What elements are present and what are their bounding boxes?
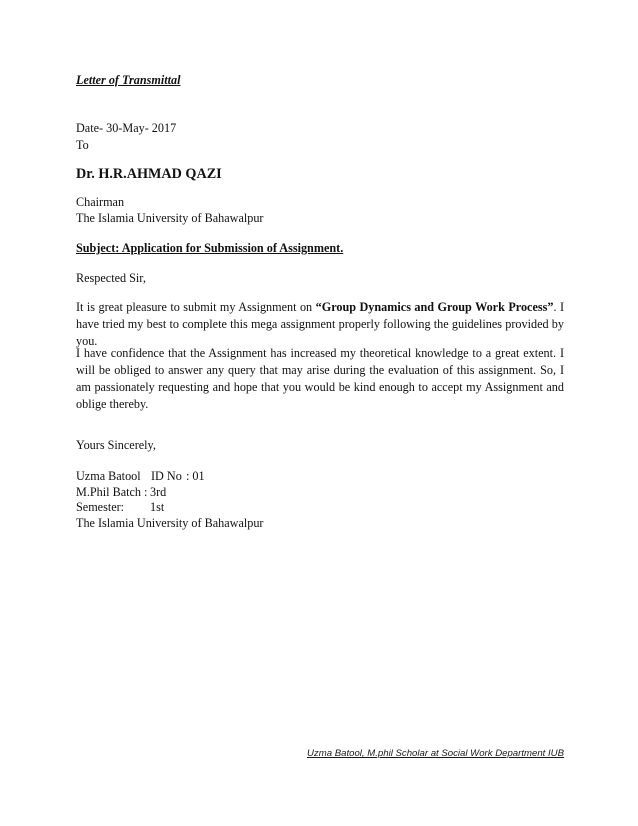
letter-subject: Subject: Application for Submission of Assignment. (76, 241, 344, 255)
letter-salutation: Respected Sir, (76, 271, 146, 285)
letter-title: Letter of Transmittal (76, 73, 181, 87)
signature-university: The Islamia University of Bahawalpur (76, 516, 264, 530)
recipient-designation: Chairman (76, 195, 125, 209)
body-paragraph-1 (76, 299, 564, 350)
letter-date: Date- 30-May- 2017 (76, 121, 177, 135)
signature-batch-value: 3rd (150, 485, 167, 499)
signature-batch-label: M.Phil Batch : (76, 485, 148, 499)
signature-id-label: ID No (151, 469, 182, 483)
assignment-title: “Group Dynamics and Group Work Process” (315, 300, 554, 314)
body-paragraph-2: I have confidence that the Assignment has increased my theoretical knowledge to a great extent. I will be obliged to answer any query that may arise during the evaluation of this assignment. So, I am passionately requesting and hope that you would be kind enough to accept my Assignment and oblige thereby. (76, 346, 564, 411)
signature-name: Uzma Batool (76, 469, 141, 483)
recipient-institution: The Islamia University of Bahawalpur (76, 211, 264, 225)
letter-to: To (76, 138, 89, 152)
signature-id-value: : 01 (186, 469, 205, 483)
signature-semester-label: Semester: (76, 500, 125, 514)
paragraph-1-after: . I have tried my best to complete this mega assignment properly following the guidelines provided by you. (76, 300, 565, 348)
letter-closing: Yours Sincerely, (76, 438, 156, 452)
paragraph-1-before: It is great pleasure to submit my Assignment on (76, 300, 316, 314)
page-footer: Uzma Batool, M.phil Scholar at Social Work Department IUB (307, 748, 564, 759)
recipient-name: Dr. H.R.AHMAD QAZI (76, 166, 222, 182)
signature-semester-value: 1st (150, 500, 165, 514)
